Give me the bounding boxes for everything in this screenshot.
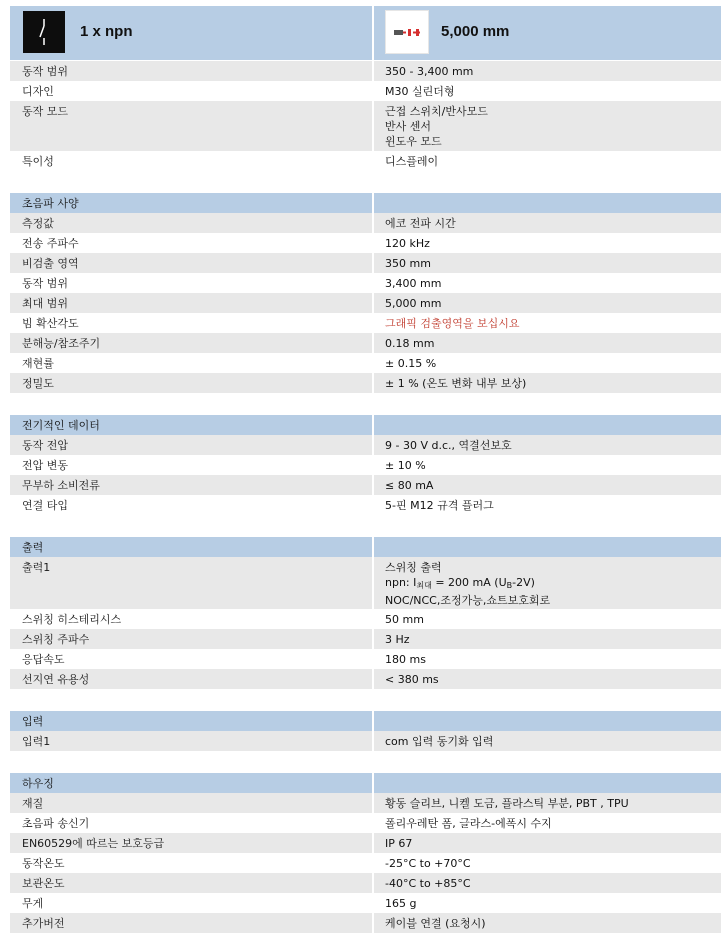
spec-row bbox=[10, 629, 721, 649]
spec-row bbox=[10, 273, 721, 293]
header-output-label: 1 x npn bbox=[80, 23, 133, 40]
spec-label: 입력1 bbox=[22, 735, 51, 748]
spec-row bbox=[10, 293, 721, 313]
output-current: npn: $I_{최대} = 200$ mA $(U_B-2V)$ bbox=[385, 576, 535, 590]
spec-label: 동작온도 bbox=[22, 857, 65, 870]
spec-row bbox=[10, 151, 721, 171]
spec-value: < 380 ms bbox=[385, 673, 439, 686]
spec-row bbox=[10, 475, 721, 495]
spec-row bbox=[10, 373, 721, 393]
spec-row bbox=[10, 253, 721, 273]
switch-symbol-icon bbox=[23, 11, 65, 53]
spec-value: ± 10 % bbox=[385, 459, 426, 472]
spec-row bbox=[10, 913, 721, 933]
spec-value: 케이블 연결 (요청시) bbox=[385, 917, 486, 930]
section-title: 초음파 사양 bbox=[22, 197, 79, 210]
spec-row bbox=[10, 609, 721, 629]
spec-label: 전압 변동 bbox=[22, 459, 69, 472]
spec-label: 동작 범위 bbox=[22, 277, 69, 290]
spec-value: 3,400 mm bbox=[385, 277, 442, 290]
spec-row bbox=[10, 669, 721, 689]
spec-row bbox=[10, 893, 721, 913]
section-header bbox=[10, 773, 721, 793]
spec-label: 동작 전압 bbox=[22, 439, 69, 452]
spec-value: 에코 전파 시간 bbox=[385, 217, 456, 230]
spec-label: 특이성 bbox=[22, 155, 54, 168]
spec-label: 재질 bbox=[22, 797, 44, 810]
spec-row bbox=[10, 793, 721, 813]
section-header bbox=[10, 415, 721, 435]
spec-row bbox=[10, 873, 721, 893]
spec-row bbox=[10, 101, 721, 151]
section-title: 전기적인 데이터 bbox=[22, 419, 100, 432]
spec-value: 180 ms bbox=[385, 653, 426, 666]
spec-label: 동작 범위 bbox=[22, 65, 69, 78]
spec-value: 165 g bbox=[385, 897, 417, 910]
spec-label: 무게 bbox=[22, 897, 44, 910]
spec-row bbox=[10, 557, 721, 609]
spec-row bbox=[10, 61, 721, 81]
spec-row bbox=[10, 853, 721, 873]
spec-row bbox=[10, 813, 721, 833]
spec-value: 9 - 30 V d.c., 역결선보호 bbox=[385, 439, 512, 452]
spec-value: 3 Hz bbox=[385, 633, 410, 646]
spec-label: 스위칭 주파수 bbox=[22, 633, 90, 646]
mode-line: 반사 센서 bbox=[385, 120, 432, 133]
section-title: 출력 bbox=[22, 541, 44, 554]
mode-line: 근접 스위치/반사모드 bbox=[385, 105, 488, 118]
spec-label: 측정값 bbox=[22, 217, 54, 230]
spec-value: 디스플레이 bbox=[385, 155, 439, 168]
spec-row bbox=[10, 353, 721, 373]
section-header bbox=[10, 193, 721, 213]
spec-value: 350 mm bbox=[385, 257, 431, 270]
spec-value bbox=[385, 560, 550, 608]
spec-row bbox=[10, 495, 721, 515]
spec-label: 무부하 소비전류 bbox=[22, 479, 100, 492]
spec-row bbox=[10, 455, 721, 475]
spec-label: 전송 주파수 bbox=[22, 237, 79, 250]
spec-value bbox=[385, 104, 488, 149]
spec-row bbox=[10, 213, 721, 233]
spec-value: ± 0.15 % bbox=[385, 357, 437, 370]
spec-value: -40°C to +85°C bbox=[385, 877, 471, 890]
header bbox=[10, 6, 721, 60]
spec-value: ± 1 % (온도 변화 내부 보상) bbox=[385, 377, 527, 390]
spec-value: IP 67 bbox=[385, 837, 413, 850]
spec-row bbox=[10, 313, 721, 333]
spec-value: 120 kHz bbox=[385, 237, 430, 250]
spec-label: 추가버전 bbox=[22, 917, 65, 930]
spec-row bbox=[10, 649, 721, 669]
spec-value: 5,000 mm bbox=[385, 297, 442, 310]
section-header bbox=[10, 537, 721, 557]
spec-label: 연결 타입 bbox=[22, 499, 69, 512]
spec-value: ≤ 80 mA bbox=[385, 479, 434, 492]
spec-value: -25°C to +70°C bbox=[385, 857, 471, 870]
spec-row bbox=[10, 731, 721, 751]
spec-label: EN60529에 따르는 보호등급 bbox=[22, 837, 165, 850]
spec-label: 재현률 bbox=[22, 357, 54, 370]
spec-label: 응답속도 bbox=[22, 653, 65, 666]
spec-value: M30 실린더형 bbox=[385, 85, 455, 98]
spec-value: 350 - 3,400 mm bbox=[385, 65, 474, 78]
mode-line: 윈도우 모드 bbox=[385, 135, 442, 148]
spec-label: 분해능/참조주기 bbox=[22, 337, 101, 350]
detection-area-link[interactable]: 그래픽 검출영역을 보십시요 bbox=[385, 317, 520, 330]
spec-label: 동작 모드 bbox=[22, 105, 69, 118]
spec-label: 비검출 영역 bbox=[22, 257, 79, 270]
spec-row bbox=[10, 435, 721, 455]
spec-row bbox=[10, 233, 721, 253]
spec-label: 스위칭 히스테리시스 bbox=[22, 613, 122, 626]
spec-value: 폴리우레탄 폼, 글라스-에폭시 수지 bbox=[385, 817, 552, 830]
spec-label: 초음파 송신기 bbox=[22, 817, 90, 830]
spec-label: 빔 확산각도 bbox=[22, 317, 79, 330]
output-features: NOC/NCC,조정가능,쇼트보호회로 bbox=[385, 594, 551, 607]
spec-label: 보관온도 bbox=[22, 877, 65, 890]
section-header bbox=[10, 711, 721, 731]
spec-row bbox=[10, 833, 721, 853]
header-range-label: 5,000 mm bbox=[441, 23, 510, 40]
spec-label: 최대 범위 bbox=[22, 297, 69, 310]
spec-value: 황동 슬리브, 니켈 도금, 플라스틱 부분, PBT , TPU bbox=[385, 797, 629, 810]
spec-row bbox=[10, 81, 721, 101]
output-type: 스위칭 출력 bbox=[385, 561, 442, 574]
spec-value: 5-핀 M12 규격 플러그 bbox=[385, 499, 494, 512]
section-title: 입력 bbox=[22, 715, 44, 728]
spec-label: 출력1 bbox=[22, 561, 51, 574]
spec-value: com 입력 동기화 입력 bbox=[385, 735, 494, 748]
sensor-range-icon bbox=[385, 10, 429, 54]
spec-label: 선지연 유용성 bbox=[22, 673, 90, 686]
spec-value: 0.18 mm bbox=[385, 337, 435, 350]
section-title: 하우징 bbox=[22, 777, 54, 790]
spec-row bbox=[10, 333, 721, 353]
spec-label: 디자인 bbox=[22, 85, 54, 98]
spec-value: 50 mm bbox=[385, 613, 424, 626]
spec-label: 정밀도 bbox=[22, 377, 54, 390]
